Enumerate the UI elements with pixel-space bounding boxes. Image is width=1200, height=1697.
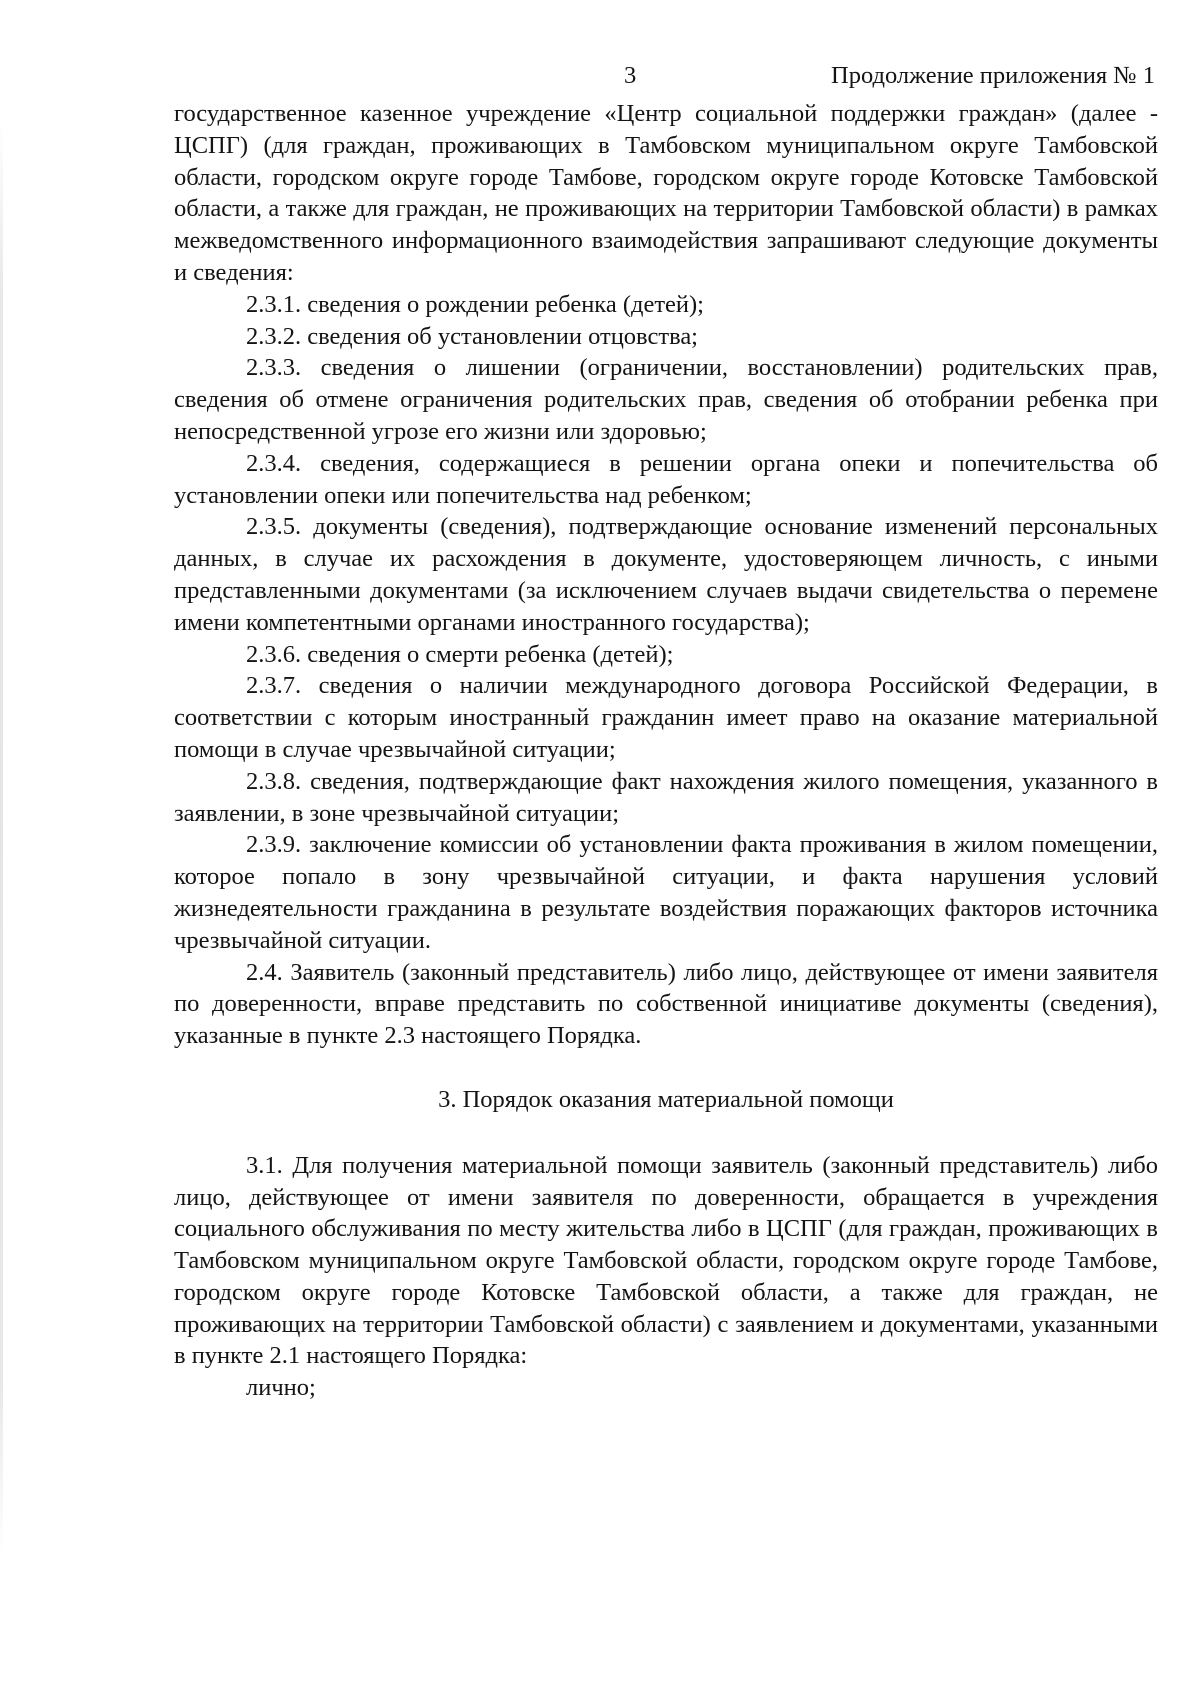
document-body bbox=[174, 98, 1158, 1404]
page-number: 3 bbox=[624, 62, 637, 89]
paragraph-2-3-9: 2.3.9. заключение комиссии об установлении факта проживания в жилом помещении, которое попало в зону чрезвычайной ситуации, и факта нарушения условий жизнедеятельности гражданина в результате воздействия поражающих факторов источника чрезвычайной ситуации. bbox=[174, 831, 1158, 954]
paragraph-3-1: 3.1. Для получения материальной помощи заявитель (законный представитель) либо лицо, действующее от имени заявителя по доверенности, обращается в учреждения социального обслуживания по месту жительства либо в ЦСПГ (для граждан, проживающих в Тамбовском муниципальном округе Тамбовской области, городском округе городе Тамбове, городском округе городе Котовске Тамбовской области, а также для граждан, не проживающих на территории Тамбовской области) с заявлением и документами, указанными в пункте 2.1 настоящего Порядка: bbox=[174, 1151, 1158, 1370]
paragraph-2-4: 2.4. Заявитель (законный представитель) либо лицо, действующее от имени заявителя по доверенности, вправе представить по собственной инициативе документы (сведения), указанные в пункте 2.3 настоящего Порядка. bbox=[174, 958, 1158, 1050]
scan-edge-shadow bbox=[0, 120, 3, 1560]
paragraph-2-3-2: 2.3.2. сведения об установлении отцовства; bbox=[246, 322, 698, 350]
paragraph-2-3-8: 2.3.8. сведения, подтверждающие факт нахождения жилого помещения, указанного в заявлении, в зоне чрезвычайной ситуации; bbox=[174, 767, 1158, 827]
page-header bbox=[0, 58, 1200, 94]
paragraph-2-3-7: 2.3.7. сведения о наличии международного договора Российской Федерации, в соответствии с которым иностранный гражданин имеет право на оказание материальной помощи в случае чрезвычайной ситуации; bbox=[174, 672, 1158, 763]
paragraph-2-3-4: 2.3.4. сведения, содержащиеся в решении органа опеки и попечительства об установлении опеки или попечительства над ребенком; bbox=[174, 449, 1158, 509]
paragraph-2-3-3: 2.3.3. сведения о лишении (ограничении, восстановлении) родительских прав, сведения об отмене ограничения родительских прав, сведения об отобрании ребенка при непосредственной угрозе его жизни или здоровью; bbox=[174, 354, 1158, 445]
paragraph-in-person: лично; bbox=[246, 1374, 316, 1402]
paragraph-2-3-1: 2.3.1. сведения о рождении ребенка (детей); bbox=[246, 290, 704, 318]
appendix-label: Продолжение приложения № 1 bbox=[831, 62, 1155, 89]
paragraph-2-3-6: 2.3.6. сведения о смерти ребенка (детей); bbox=[246, 640, 674, 668]
section-heading: 3. Порядок оказания материальной помощи bbox=[438, 1085, 894, 1113]
paragraph-2-3-5: 2.3.5. документы (сведения), подтверждающие основание изменений персональных данных, в случае их расхождения в документе, удостоверяющем личность, с иными представленными документами (за исключением случаев выдачи свидетельства о перемене имени компетентными органами иностранного государства); bbox=[174, 513, 1158, 636]
paragraph-intro: государственное казенное учреждение «Центр социальной поддержки граждан» (далее - ЦСПГ) (для граждан, проживающих в Тамбовском муниципальном округе Тамбовской области, городском округе городе Тамбове, городском округе городе Котовске Тамбовской области, а также для граждан, не проживающих на территории Тамбовской области) в рамках межведомственного информационного взаимодействия запрашивают следующие документы и сведения: bbox=[174, 100, 1158, 286]
